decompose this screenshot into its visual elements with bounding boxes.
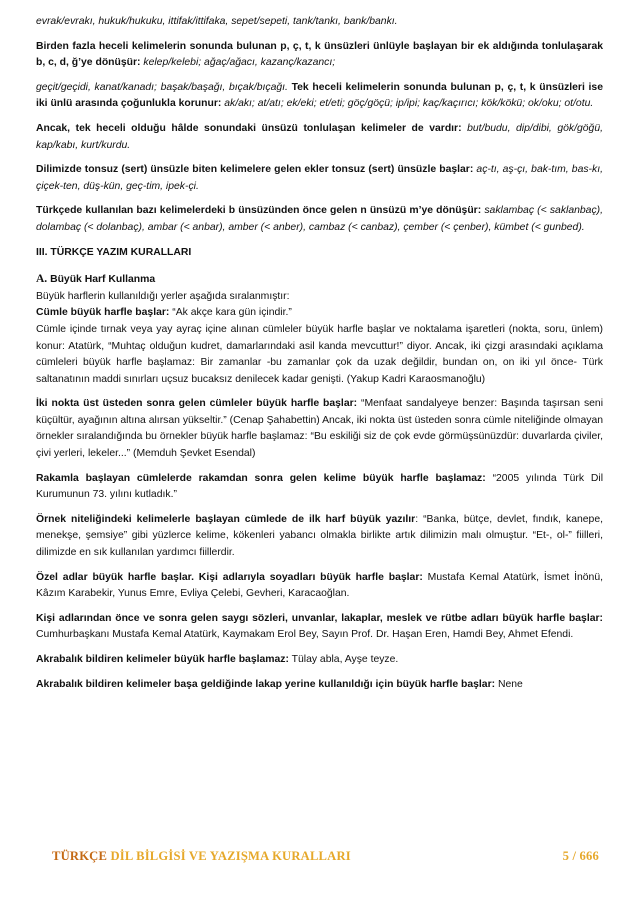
rule-text: Dilimizde tonsuz (sert) ünsüzle biten kelimelere gelen ekler tonsuz (sert) ünsüzle başlar: (36, 164, 474, 176)
rule-paragraph-kinship-nickname (36, 677, 603, 694)
rule-paragraph-titles (36, 611, 603, 644)
footer-title-rest: DİL BİLGİSİ VE YAZIŞMA KURALLARI (107, 849, 351, 863)
rule-text: Türkçede kullanılan bazı kelimelerdeki b ünsüzünden önce gelen n ünsüzü m’ye dönüşür: (36, 205, 482, 217)
rule-text: Akrabalık bildiren kelimeler başa geldiğinde lakap yerine kullanıldığı için büyük harfle başlar: (36, 678, 496, 690)
section-heading: III. TÜRKÇE YAZIM KURALLARI (36, 246, 192, 258)
rule-paragraph-numerals (36, 471, 603, 504)
page-footer (42, 849, 599, 869)
page-number: 5 / 666 (562, 849, 599, 863)
rule-text: Birden fazla heceli kelimelerin sonunda bulunan p, ç, t, k ünsüzleri ünlüyle başlayan bir ek aldığında tonlulaşarak b, c, d, ğ’ye dönüşür: (36, 40, 603, 69)
examples-text: but/budu, dip/dibi, gök/göğü, kap/kabı, kurt/kurdu. (36, 122, 604, 151)
example-line: evrak/evrakı, hukuk/hukuku, ittifak/ittifaka, sepet/sepeti, tank/tankı, bank/bankı. (36, 16, 398, 27)
example-text: “Ak akçe kara gün içindir.” (169, 307, 292, 319)
rule-paragraph-n-to-m (36, 203, 603, 236)
subheading-letter: A. (36, 273, 48, 286)
example-text: Tülay abla, Ayşe teyze. (288, 654, 399, 665)
examples-text: geçit/geçidi, kanat/kanadı; başak/başağı, bıçak/bıçağı. (36, 81, 288, 93)
example-text: Cumhurbaşkanı Mustafa Kemal Atatürk, Kaymakam Erol Bey, Sayın Prof. Dr. Haşan Eren, Hamdi Bey, Ahmet Efendi. (36, 629, 574, 641)
examples-text: aç-tı, aş-çı, bak-tım, bas-kı, çiçek-ten, düş-kün, geç-tim, ipek-çi. (36, 164, 603, 192)
example-text: “Menfaat sandalyeye benzer: Başında taşırsan seni küçültür, ayağının altına alırsan yükseltir.” (Cenap Şahabettin) Ancak, iki nokta üst üsteden sonra cümle niteliğinde olmayan örnekler sıralandığında bu örnekler büyük harfle başlamaz: “Bu eskiliği siz de çok evde görmüşsünüzdür: duvarlarda çiviler, çivi yerleri, lekeler...” (Memduh Şevket Esendal) (36, 398, 604, 460)
examples-text: saklambaç (< saklanbaç), dolambaç (< dolanbaç), ambar (< anbar), amber (< anber), cambaz (< canbaz), çember (< çenber), kümbet (< gunbed). (36, 205, 603, 233)
subheading (36, 271, 603, 289)
rule-paragraph-quotes: Cümle içinde tırnak veya yay ayraç içine alınan cümleler büyük harfle başlar ve noktalama işaretleri (nokta, soru, ünlem) konur: Atatürk, “Muhtaç olduğun kudret, damarlarındaki asil kanda mevcuttur!” diyor. Ancak, iki çizgi arasındaki açıklama cümleleri büyük harfle başlamaz: Bir zamanlar -bu zamanlar çok da uzak değildir, bundan on, on iki yıl önce- Türk saltanatının maddi sınırları uçsuz bucaksız denilecek kadar genişti. (Yakup Kadri Karaosmanoğlu) (36, 323, 603, 385)
rule-text: Kişi adlarından önce ve sonra gelen saygı sözleri, unvanlar, lakaplar, meslek ve rütbe adları büyük harfle başlar: (36, 612, 603, 624)
rule-text: Özel adlar büyük harfle başlar. Kişi adlarıyla soyadları büyük harfle başlar: (36, 571, 423, 583)
rule-paragraph-kinship (36, 652, 603, 669)
examples-text: ak/akı; at/atı; ek/eki; et/eti; göç/göçü; ip/ipi; kaç/kaçırıcı; kök/kökü; ok/oku; ot/otu. (221, 98, 594, 110)
rule-text: Akrabalık bildiren kelimeler büyük harfle başlamaz: (36, 654, 289, 665)
footer-title-accent: TÜRKÇE (52, 849, 108, 863)
rule-paragraph-voicing (36, 39, 603, 72)
rule-text: Tek heceli kelimelerin sonunda bulunan p, ç, t, k ünsüzleri ise iki ünlü arasında çoğunlukla korunur: (36, 81, 603, 110)
rule-text: İki nokta üst üsteden sonra gelen cümleler büyük harfle başlar: (36, 398, 358, 410)
subheading-title: Büyük Harf Kullanma (47, 274, 156, 286)
rule-text: Rakamla başlayan cümlelerde rakamdan sonra gelen kelime büyük harfle başlamaz: (36, 472, 486, 484)
example-text: Nene (495, 678, 523, 690)
rule-paragraph-example-words (36, 512, 603, 562)
intro-line: Büyük harflerin kullanıldığı yerler aşağıda sıralanmıştır: (36, 290, 290, 302)
rule-text: Ancak, tek heceli olduğu hâlde sonundaki ünsüzü tonlulaşan kelimeler de vardır: (36, 122, 462, 134)
example-text: “2005 yılında Türk Dil Kurumunun 73. yılını kutladık.” (36, 472, 604, 501)
example-text: : “Banka, bütçe, devlet, fındık, kanepe, menekşe, şemsiye” gibi yüzlerce kelime, kökenleri yabancı olmakla birlikte artık dilimizin malı olmuştur. “Et-, ol-” fiilleri, dilimizde en sık kullanılan yardımcı fiillerdir. (36, 513, 603, 559)
examples-text: kelep/kelebi; ağaç/ağacı, kazanç/kazancı; (140, 57, 336, 69)
rule-paragraph-proper-names (36, 570, 603, 603)
rule-paragraph-hard-consonants (36, 162, 603, 195)
rule-text: Örnek niteliğindeki kelimelerle başlayan cümlede de ilk harf büyük yazılır (36, 513, 416, 525)
rule-paragraph-exceptions (36, 121, 603, 154)
page-body (36, 14, 603, 701)
example-text: Mustafa Kemal Atatürk, İsmet İnönü, Kâzım Karabekir, Yunus Emre, Evliya Çelebi, Gevheri, Karacaoğlan. (36, 571, 603, 600)
footer-title (52, 849, 351, 864)
rule-text: Cümle büyük harfle başlar: (36, 307, 170, 319)
rule-paragraph-colon (36, 396, 603, 462)
rule-sentence-capital (36, 305, 603, 322)
rule-paragraph-single-syllable (36, 80, 603, 113)
